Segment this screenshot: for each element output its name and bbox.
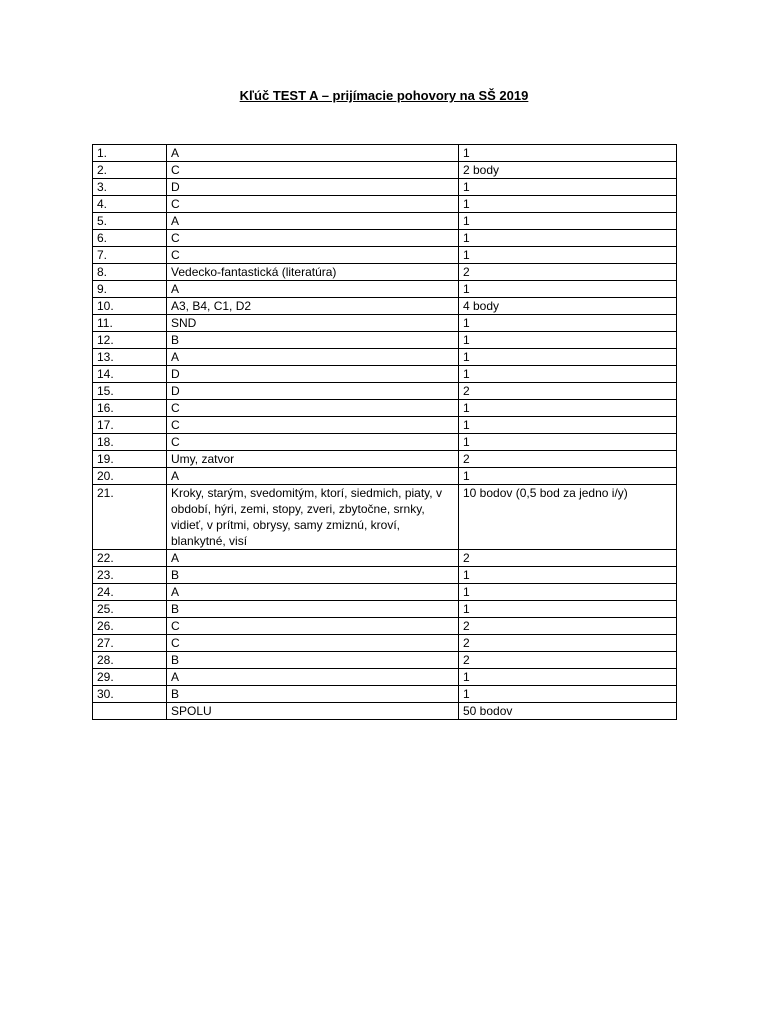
answer-cell: A: [167, 669, 459, 686]
table-row: [93, 703, 677, 720]
answer-cell: C: [167, 618, 459, 635]
points-cell: 1: [459, 196, 677, 213]
answer-cell: Umy, zatvor: [167, 451, 459, 468]
points-cell: 2: [459, 383, 677, 400]
points-cell: 10 bodov (0,5 bod za jedno i/y): [459, 485, 677, 550]
table-row: [93, 145, 677, 162]
question-number: 27.: [93, 635, 167, 652]
question-number: 22.: [93, 550, 167, 567]
points-cell: 1: [459, 315, 677, 332]
question-number: 23.: [93, 567, 167, 584]
points-cell: 1: [459, 145, 677, 162]
question-number: 4.: [93, 196, 167, 213]
question-number: 7.: [93, 247, 167, 264]
answer-cell: A3, B4, C1, D2: [167, 298, 459, 315]
table-row: [93, 315, 677, 332]
table-row: [93, 550, 677, 567]
answer-cell: C: [167, 162, 459, 179]
points-cell: 2: [459, 618, 677, 635]
table-row: [93, 230, 677, 247]
table-row: [93, 383, 677, 400]
answer-cell: C: [167, 196, 459, 213]
answer-cell: C: [167, 230, 459, 247]
table-row: [93, 366, 677, 383]
question-number: 25.: [93, 601, 167, 618]
table-row: [93, 264, 677, 281]
answer-cell: B: [167, 332, 459, 349]
question-number: 12.: [93, 332, 167, 349]
question-number: 19.: [93, 451, 167, 468]
answer-cell: D: [167, 383, 459, 400]
points-cell: 1: [459, 213, 677, 230]
question-number: 17.: [93, 417, 167, 434]
question-number: 16.: [93, 400, 167, 417]
table-row: [93, 349, 677, 366]
answer-key-table: [92, 144, 677, 720]
answer-cell: B: [167, 686, 459, 703]
table-row: [93, 400, 677, 417]
answer-cell: C: [167, 247, 459, 264]
points-cell: 4 body: [459, 298, 677, 315]
table-row: [93, 281, 677, 298]
answer-cell: C: [167, 434, 459, 451]
page-title: Kľúč TEST A – prijímacie pohovory na SŠ 2019: [239, 88, 529, 103]
points-cell: 1: [459, 417, 677, 434]
points-cell: 1: [459, 332, 677, 349]
table-row: [93, 567, 677, 584]
answer-cell: A: [167, 468, 459, 485]
table-row: [93, 434, 677, 451]
points-cell: 1: [459, 247, 677, 264]
points-cell: 2: [459, 635, 677, 652]
points-cell: 2: [459, 264, 677, 281]
question-number: 29.: [93, 669, 167, 686]
question-number: 2.: [93, 162, 167, 179]
question-number: 18.: [93, 434, 167, 451]
answer-cell: A: [167, 145, 459, 162]
question-number: 9.: [93, 281, 167, 298]
points-cell: 1: [459, 400, 677, 417]
table-row: [93, 669, 677, 686]
table-row: [93, 196, 677, 213]
points-cell: 1: [459, 584, 677, 601]
table-row: [93, 417, 677, 434]
points-cell: 2: [459, 550, 677, 567]
answer-cell: B: [167, 567, 459, 584]
points-cell: 1: [459, 601, 677, 618]
answer-cell: Vedecko-fantastická (literatúra): [167, 264, 459, 281]
answer-cell: Kroky, starým, svedomitým, ktorí, siedmich, piaty, v období, hýri, zemi, stopy, zveri, zbytočne, srnky, vidieť, v prítmi, obrysy, samy zmiznú, kroví, blankytné, visí: [167, 485, 459, 550]
question-number: 6.: [93, 230, 167, 247]
answer-cell: C: [167, 635, 459, 652]
points-cell: 1: [459, 179, 677, 196]
points-cell: 2: [459, 451, 677, 468]
table-row: [93, 162, 677, 179]
question-number: 28.: [93, 652, 167, 669]
question-number: 14.: [93, 366, 167, 383]
answer-cell: C: [167, 400, 459, 417]
table-row: [93, 485, 677, 550]
answer-cell: A: [167, 584, 459, 601]
table-row: [93, 468, 677, 485]
question-number: 10.: [93, 298, 167, 315]
answer-cell: C: [167, 417, 459, 434]
points-cell: 50 bodov: [459, 703, 677, 720]
answer-cell: D: [167, 366, 459, 383]
points-cell: 1: [459, 366, 677, 383]
table-row: [93, 601, 677, 618]
answer-cell: A: [167, 550, 459, 567]
points-cell: 2: [459, 652, 677, 669]
points-cell: 1: [459, 468, 677, 485]
points-cell: 1: [459, 349, 677, 366]
question-number: 24.: [93, 584, 167, 601]
answer-key-body: [93, 145, 677, 720]
table-row: [93, 618, 677, 635]
table-row: [93, 247, 677, 264]
question-number: 5.: [93, 213, 167, 230]
answer-cell: B: [167, 652, 459, 669]
table-row: [93, 179, 677, 196]
answer-cell: SPOLU: [167, 703, 459, 720]
table-row: [93, 635, 677, 652]
table-row: [93, 213, 677, 230]
question-number: 20.: [93, 468, 167, 485]
table-row: [93, 451, 677, 468]
question-number: 30.: [93, 686, 167, 703]
answer-cell: A: [167, 281, 459, 298]
question-number: [93, 703, 167, 720]
points-cell: 1: [459, 686, 677, 703]
question-number: 3.: [93, 179, 167, 196]
points-cell: 1: [459, 567, 677, 584]
answer-cell: B: [167, 601, 459, 618]
question-number: 13.: [93, 349, 167, 366]
points-cell: 1: [459, 669, 677, 686]
question-number: 26.: [93, 618, 167, 635]
answer-cell: A: [167, 349, 459, 366]
question-number: 8.: [93, 264, 167, 281]
answer-cell: SND: [167, 315, 459, 332]
table-row: [93, 652, 677, 669]
table-row: [93, 584, 677, 601]
points-cell: 1: [459, 434, 677, 451]
table-row: [93, 686, 677, 703]
question-number: 21.: [93, 485, 167, 550]
points-cell: 1: [459, 281, 677, 298]
points-cell: 2 body: [459, 162, 677, 179]
table-row: [93, 298, 677, 315]
question-number: 15.: [93, 383, 167, 400]
question-number: 11.: [93, 315, 167, 332]
table-row: [93, 332, 677, 349]
question-number: 1.: [93, 145, 167, 162]
answer-cell: D: [167, 179, 459, 196]
answer-cell: A: [167, 213, 459, 230]
points-cell: 1: [459, 230, 677, 247]
